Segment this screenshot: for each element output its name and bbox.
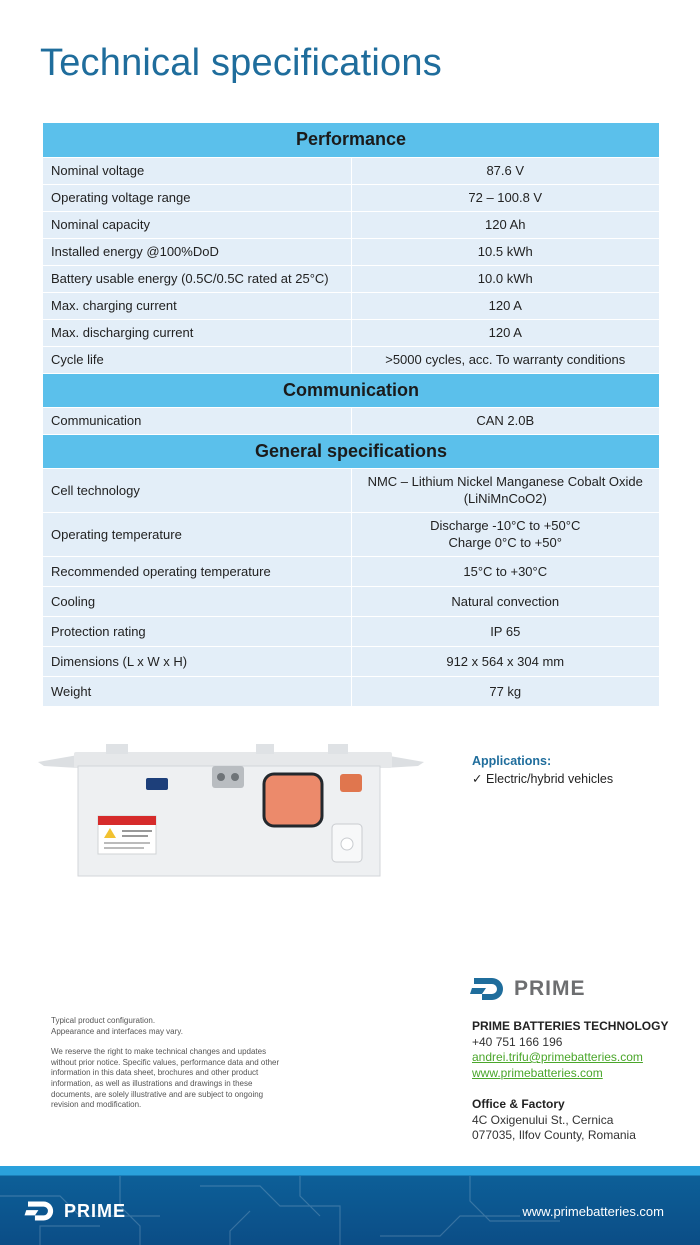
table-row	[43, 319, 659, 346]
lift-handle-left	[106, 744, 128, 754]
table-row	[43, 407, 659, 434]
section-header-general: General specifications	[43, 434, 659, 468]
spec-label: Weight	[43, 676, 351, 706]
disclaimer-line: Typical product configuration.	[51, 1016, 156, 1025]
footer-banner	[0, 1166, 700, 1245]
prime-logo-icon	[24, 1198, 58, 1224]
battery-product-image	[38, 740, 424, 880]
spec-label: Cooling	[43, 586, 351, 616]
applications-title: Applications:	[472, 754, 552, 768]
footer-logo-text: PRIME	[64, 1200, 127, 1221]
table-row	[43, 238, 659, 265]
spec-label: Battery usable energy (0.5C/0.5C rated at 25°C)	[43, 265, 351, 292]
main-power-connector	[264, 774, 322, 826]
disclaimer-line: Appearance and interfaces may vary.	[51, 1026, 183, 1036]
lift-handle-right	[328, 744, 348, 754]
spec-value: CAN 2.0B	[351, 407, 659, 434]
spec-value: 77 kg	[351, 676, 659, 706]
spec-value-line: Discharge -10°C to +50°C	[430, 518, 581, 533]
table-row	[43, 676, 659, 706]
spec-value: 120 A	[351, 319, 659, 346]
service-port-hole	[341, 838, 353, 850]
spec-value-line: (LiNiMnCoO2)	[463, 491, 547, 506]
disclaimer-paragraph: We reserve the right to make technical changes and updates without prior notice. Specific values, performance data and other information in this data sheet, brochures and other product information, as well as illustrations and drawings in these documents, are solely illustrative and are subject to ongoing revision and modification.	[51, 1047, 280, 1110]
spec-value: 87.6 V	[351, 157, 659, 184]
table-row	[43, 157, 659, 184]
spec-label: Operating voltage range	[43, 184, 351, 211]
lift-handle-center	[256, 744, 274, 754]
company-name: PRIME BATTERIES TECHNOLOGY	[472, 1019, 669, 1033]
spec-value: >5000 cycles, acc. To warranty conditions	[351, 346, 659, 373]
table-row	[43, 616, 659, 646]
spec-label: Protection rating	[43, 616, 351, 646]
section-header-performance: Performance	[43, 123, 659, 157]
office-title: Office & Factory	[472, 1097, 565, 1111]
spec-label: Cycle life	[43, 346, 351, 373]
table-row	[43, 292, 659, 319]
prime-logo-icon	[470, 974, 508, 1004]
table-row	[43, 586, 659, 616]
spec-value: 15°C to +30°C	[351, 556, 659, 586]
footer-logo	[24, 1198, 126, 1224]
table-row	[43, 646, 659, 676]
warning-text-line	[122, 835, 148, 837]
application-label: Electric/hybrid vehicles	[486, 772, 614, 786]
spec-value: 72 – 100.8 V	[351, 184, 659, 211]
list-item	[472, 771, 613, 786]
spec-value: IP 65	[351, 616, 659, 646]
email-link[interactable]: andrei.trifu@primebatteries.com	[472, 1050, 643, 1064]
spec-label: Max. discharging current	[43, 319, 351, 346]
section-header-communication: Communication	[43, 373, 659, 407]
spec-label: Nominal voltage	[43, 157, 351, 184]
spec-label: Max. charging current	[43, 292, 351, 319]
table-row	[43, 468, 659, 512]
spec-value: Natural convection	[351, 586, 659, 616]
table-row	[43, 346, 659, 373]
phone-number: +40 751 166 196	[472, 1034, 563, 1049]
logo-text: PRIME	[514, 977, 586, 1000]
spec-value: 120 Ah	[351, 211, 659, 238]
table-row	[43, 211, 659, 238]
spec-label: Nominal capacity	[43, 211, 351, 238]
spec-value: 120 A	[351, 292, 659, 319]
disclaimer	[51, 1016, 281, 1111]
left-flange	[38, 755, 78, 768]
warning-text-line	[104, 842, 150, 844]
spec-label: Recommended operating temperature	[43, 556, 351, 586]
applications	[472, 754, 613, 786]
table-row	[43, 184, 659, 211]
spec-table	[43, 123, 659, 707]
spec-value	[351, 512, 659, 556]
address-line: 4C Oxigenului St., Cernica	[472, 1112, 614, 1127]
warning-label-band	[98, 816, 156, 825]
spec-label: Cell technology	[43, 468, 351, 512]
table-row	[43, 512, 659, 556]
warning-text-line	[122, 830, 152, 832]
spec-value: 10.0 kWh	[351, 265, 659, 292]
spec-label: Dimensions (L x W x H)	[43, 646, 351, 676]
vent-block	[212, 766, 244, 788]
spec-label: Operating temperature	[43, 512, 351, 556]
prime-logo	[470, 974, 586, 1004]
footer-website-link[interactable]: www.primebatteries.com	[522, 1204, 664, 1219]
table-row	[43, 265, 659, 292]
table-row	[43, 556, 659, 586]
vent-hole	[231, 773, 239, 781]
spec-value: 10.5 kWh	[351, 238, 659, 265]
vent-hole	[217, 773, 225, 781]
spec-label: Installed energy @100%DoD	[43, 238, 351, 265]
contact-block	[472, 1019, 668, 1144]
aux-power-connector	[340, 774, 362, 792]
page-title: Technical specifications	[40, 42, 442, 84]
spec-value-line: Charge 0°C to +50°	[448, 535, 562, 550]
address-line: 077035, Ilfov County, Romania	[472, 1128, 636, 1142]
warning-text-line	[104, 847, 144, 849]
spec-label: Communication	[43, 407, 351, 434]
spec-value-line: NMC – Lithium Nickel Manganese Cobalt Oxide	[367, 474, 643, 489]
spec-value: 912 x 564 x 304 mm	[351, 646, 659, 676]
website-link[interactable]: www.primebatteries.com	[472, 1065, 603, 1080]
checkmark-icon: ✓	[472, 772, 483, 786]
comm-connector	[146, 778, 168, 790]
spec-value	[351, 468, 659, 512]
